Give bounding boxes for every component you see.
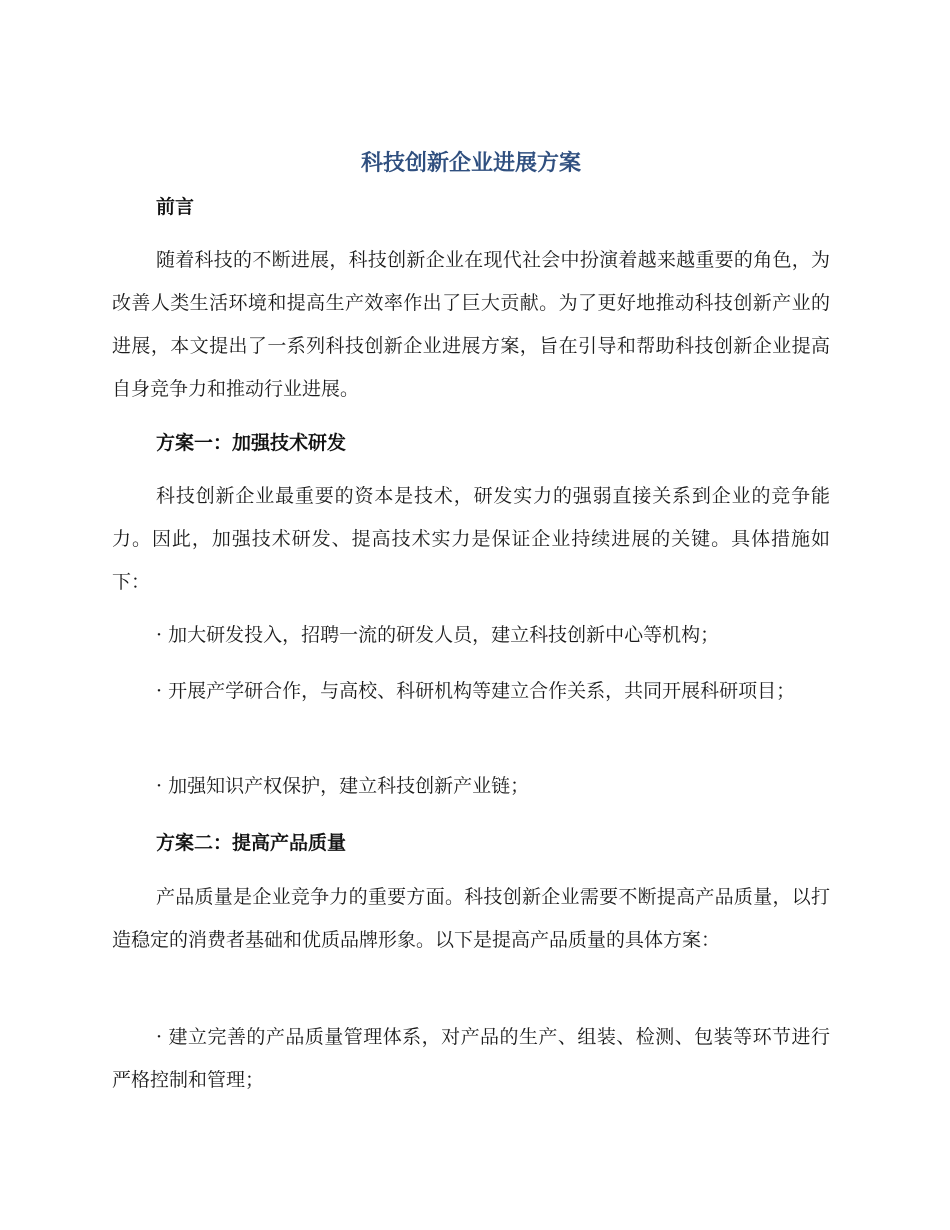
section-heading-plan-two: 方案二：提高产品质量 (156, 832, 347, 854)
section-heading-preface: 前言 (156, 196, 195, 218)
plan-one-bullet-2: · 开展产学研合作，与高校、科研机构等建立合作关系，共同开展科研项目； (156, 680, 796, 702)
section-heading-plan-one: 方案一：加强技术研发 (156, 432, 347, 454)
plan-one-intro-paragraph: 科技创新企业最重要的资本是技术，研发实力的强弱直接关系到企业的竞争能力。因此，加强技术研发、提高技术实力是保证企业持续进展的关键。具体措施如下： (112, 485, 830, 593)
plan-one-bullet-1: · 加大研发投入，招聘一流的研发人员，建立科技创新中心等机构； (156, 624, 720, 646)
preface-paragraph: 随着科技的不断进展，科技创新企业在现代社会中扮演着越来越重要的角色，为改善人类生活环境和提高生产效率作出了巨大贡献。为了更好地推动科技创新产业的进展，本文提出了一系列科技创新企业进展方案，旨在引导和帮助科技创新企业提高自身竞争力和推动行业进展。 (112, 249, 830, 400)
plan-two-bullet-1: · 建立完善的产品质量管理体系，对产品的生产、组装、检测、包装等环节进行严格控制和管理； (112, 1026, 830, 1091)
document-title: 科技创新企业进展方案 (360, 151, 581, 176)
plan-one-bullet-3: · 加强知识产权保护，建立科技创新产业链； (156, 775, 530, 797)
plan-two-intro-paragraph: 产品质量是企业竞争力的重要方面。科技创新企业需要不断提高产品质量，以打造稳定的消费者基础和优质品牌形象。以下是提高产品质量的具体方案： (112, 886, 830, 951)
